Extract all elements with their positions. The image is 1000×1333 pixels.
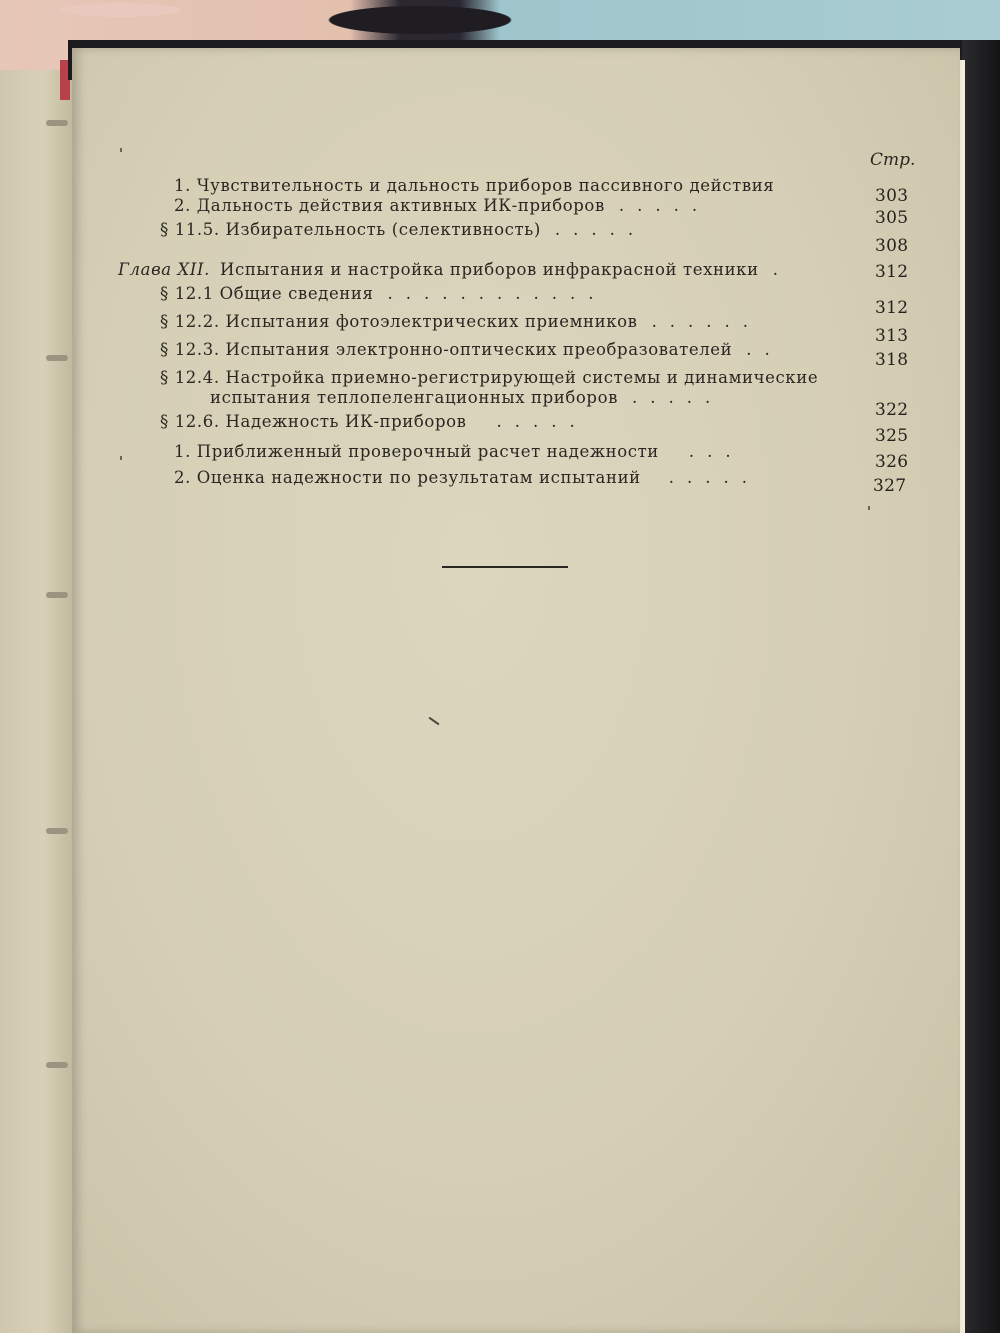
leader-dots: .. <box>746 340 783 359</box>
toc-entry-page: 312 <box>875 298 909 318</box>
chapter-label: Глава XII. <box>118 260 210 279</box>
toc-entry-title-line2: испытания теплопеленгационных приборов <box>210 388 619 407</box>
pencil-mark <box>429 717 440 726</box>
toc-entry <box>174 468 760 487</box>
leader-dots: ............ <box>387 284 607 303</box>
toc-entry-title: § 12.6. Надежность ИК-приборов <box>160 412 467 431</box>
page-column-label: Стр. <box>870 150 916 170</box>
leader-dots: ..... <box>618 196 711 215</box>
toc-entry <box>160 284 606 303</box>
leader-dots: ...... <box>651 312 762 331</box>
toc-entry-title: 1. Чувствительность и дальность приборов пассивного действия <box>174 176 775 195</box>
toc-chapter-entry <box>118 260 791 279</box>
binding-stitch <box>46 592 68 598</box>
toc-entry-page: 325 <box>875 426 909 446</box>
leader-dots: ..... <box>668 468 761 487</box>
toc-entry <box>160 368 818 387</box>
leader-dots: ..... <box>496 412 588 431</box>
book-cover-right <box>962 40 1000 1333</box>
toc-entry-page: 303 <box>875 186 909 206</box>
toc-entry <box>160 340 783 359</box>
toc-entry <box>160 412 588 431</box>
toc-entry-page: 318 <box>875 350 909 370</box>
toc-entry <box>160 220 646 239</box>
end-rule <box>442 566 568 568</box>
toc-entry <box>174 442 744 461</box>
table-of-contents <box>72 48 960 648</box>
binding-stitch <box>46 828 68 834</box>
leader-dots: ..... <box>554 220 647 239</box>
toc-entry-title: 2. Оценка надежности по результатам испытаний <box>174 468 641 487</box>
toc-entry-title: § 12.1 Общие сведения <box>160 284 374 303</box>
toc-entry-title: § 11.5. Избирательность (селективность) <box>160 220 541 239</box>
toc-entry-title: § 12.4. Настройка приемно-регистрирующей системы и динамические <box>160 368 819 387</box>
page-speck <box>868 506 870 510</box>
binding-stitch <box>46 355 68 361</box>
leader-dots: ..... <box>632 388 724 407</box>
leader-dots: ... <box>688 442 744 461</box>
toc-entry-page: 327 <box>873 476 907 496</box>
toc-entry-title: 1. Приближенный проверочный расчет надежности <box>174 442 659 461</box>
toc-entry-page: 305 <box>875 208 909 228</box>
page-speck <box>120 148 122 152</box>
toc-entry-page: 326 <box>875 452 909 472</box>
page-speck <box>120 456 122 460</box>
leader-dots: . <box>772 260 791 279</box>
left-page-edge <box>0 70 72 1333</box>
binding-stitch <box>46 1062 68 1068</box>
binding-stitch <box>46 120 68 126</box>
book-page <box>72 48 960 1333</box>
toc-entry-page: 322 <box>875 400 909 420</box>
toc-entry-page: 313 <box>875 326 909 346</box>
toc-entry <box>174 196 710 215</box>
toc-entry <box>174 176 774 195</box>
toc-entry-title: Испытания и настройка приборов инфракрасной техники <box>219 260 759 279</box>
toc-entry-page: 312 <box>875 262 909 282</box>
toc-entry-title: § 12.2. Испытания фотоэлектрических приемников <box>160 312 638 331</box>
toc-entry-continuation <box>210 388 723 407</box>
toc-entry-page: 308 <box>875 236 909 256</box>
toc-entry-title: § 12.3. Испытания электронно-оптических преобразователей <box>160 340 733 359</box>
toc-entry <box>160 312 761 331</box>
toc-entry-title: 2. Дальность действия активных ИК-приборов <box>174 196 605 215</box>
